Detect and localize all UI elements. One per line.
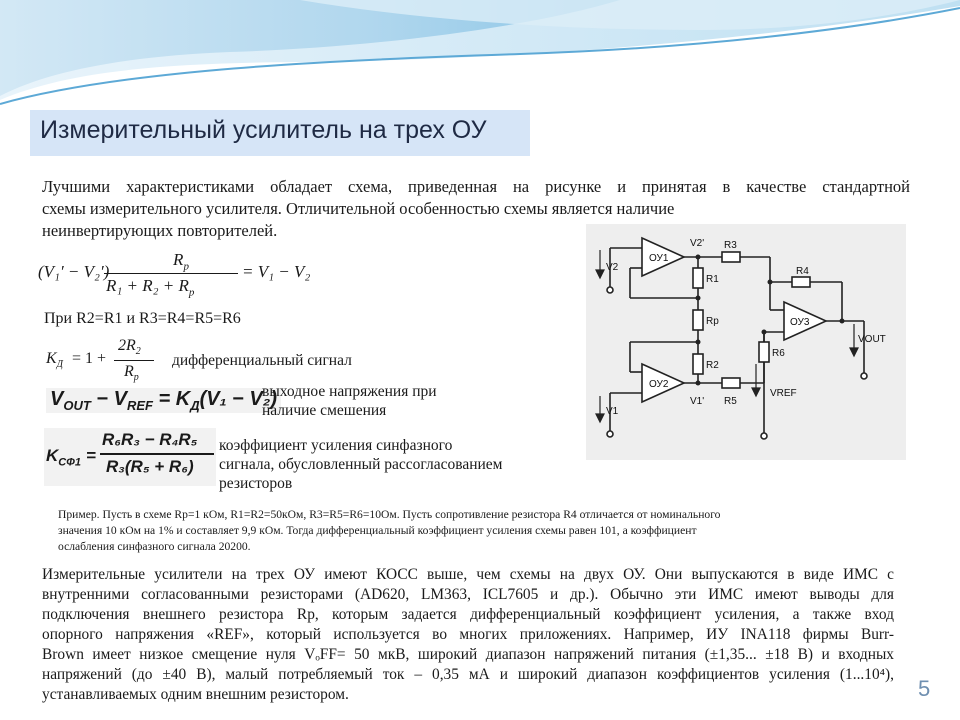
resistor-r6	[759, 342, 769, 362]
rp-label: Rp	[706, 316, 719, 327]
resistor-r3	[722, 252, 740, 262]
resistor-rp	[693, 310, 703, 330]
resistor-condition: При R2=R1 и R3=R4=R5=R6	[44, 310, 241, 327]
op-amp-1-label: ОУ1	[649, 253, 669, 264]
example-text: Пример. Пусть в схеме Rp=1 кОм, R1=R2=50кОм, R3=R5=R6=10Ом. Пусть сопротивление резистора R4 отличается от номинального значения 10 кОм на 1% и составляет 9,9 кОм. Тогда дифференциальный коэффициент усиления схемы равен 101, а коэффициент ослабления синфазного сигнала 20200.	[58, 508, 721, 553]
v1-label: V1	[606, 406, 619, 417]
slide-title: Измерительный усилитель на трех ОУ	[40, 116, 487, 144]
page-number: 5	[918, 676, 931, 701]
conclusion-paragraph: Измерительные усилители на трех ОУ имеют КОСС выше, чем схемы на двух ОУ. Они выпускаются в виде ИМС с внутренними согласованными резисторами (AD620, LM363, ICL7605 и др.). Обычно эти ИМС имеют выводы для подключения внешнего резистора Rp, которым задается дифференциальный коэффициент усиления, а также вход опорного напряжения «REF», который используется во многих приложениях. Например, ИУ INA118 фирмы Burr- Brown имеет низкое смещение нуля VₒFF= 50 мкВ, широкий диапазон напряжений питания (±1,35... ±18 В) и входных напряжений (до ±40 В), малый потребляемый ток – 0,35 мА и широкий диапазон коэффициентов усиления (1...10⁴), устанавливаемых одним внешним резистором.	[42, 566, 894, 703]
r3-label: R3	[724, 240, 737, 251]
r1-label: R1	[706, 274, 719, 285]
vref-label: VREF	[770, 388, 797, 399]
header-swoosh	[0, 0, 960, 110]
output-voltage-label: выходное напряжения при наличие смешения	[262, 383, 437, 419]
intro-line: неинвертирующих повторителей.	[42, 221, 278, 240]
resistor-r4	[792, 277, 810, 287]
r4-label: R4	[796, 266, 809, 277]
resistor-r5	[722, 378, 740, 388]
instrumentation-amp-circuit	[586, 224, 906, 460]
formula1-numerator: $R_p$	[173, 250, 189, 273]
op-amp-3-label: ОУ3	[790, 317, 810, 328]
formula1-rhs: = V₁ − V₂	[242, 262, 311, 281]
resistor-r2	[693, 354, 703, 374]
formula1-denominator: $R_1 + R_2 + R_p$	[106, 276, 195, 299]
r5-label: R5	[724, 396, 737, 407]
v2-label: V2	[606, 262, 619, 273]
intro-line: Лучшими характеристиками обладает схема, приведенная на рисунке и принятая в качестве стандартной	[42, 177, 910, 196]
v1-prime-label: V1'	[690, 396, 705, 407]
vout-label: VOUT	[858, 334, 886, 345]
r2-label: R2	[706, 360, 719, 371]
common-mode-gain-formula: $K_{СФ1}$ = R₆R₃ − R₄R₅ R₃(R₅ + R₆)	[44, 428, 216, 486]
resistor-r1	[693, 268, 703, 288]
v2-prime-label: V2'	[690, 238, 705, 249]
differential-signal-label: дифференциальный сигнал	[172, 352, 352, 369]
common-mode-label: коэффициент усиления синфазного сигнала, обусловленный рассогласованием резисторов	[219, 437, 503, 492]
intro-line: схемы измерительного усилителя. Отличительной особенностью схемы является наличие	[42, 199, 675, 218]
r6-label: R6	[772, 348, 785, 359]
formula1-left: (V₁′ − V₂′)	[38, 262, 110, 281]
output-voltage-formula: $V_{OUT} - V_{REF} = K_Д(V_1 - V_2)$	[46, 388, 281, 413]
op-amp-2-label: ОУ2	[649, 379, 669, 390]
